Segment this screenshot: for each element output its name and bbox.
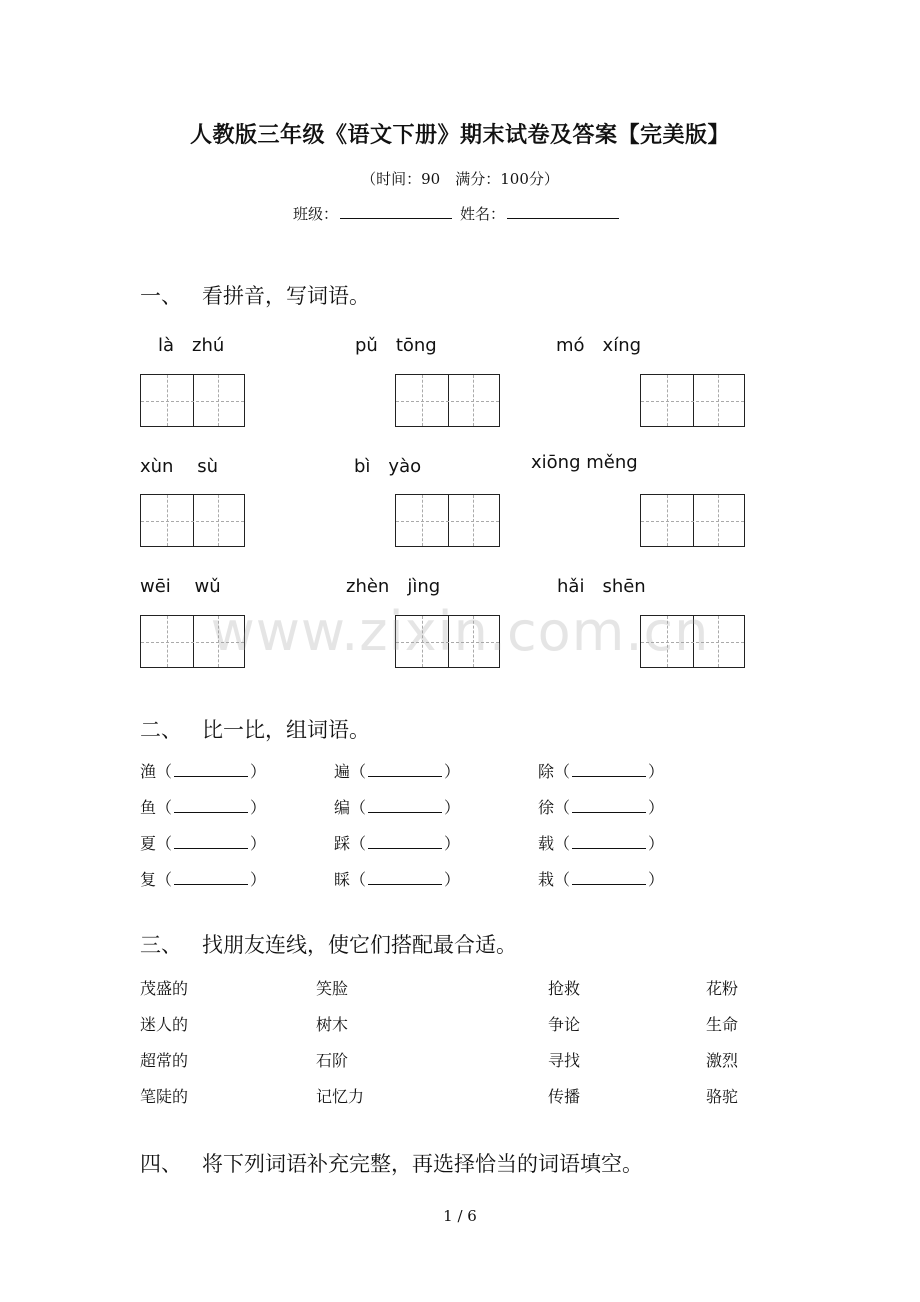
section-4-heading xyxy=(140,1148,643,1178)
match-word[interactable]: 花粉 xyxy=(706,979,739,998)
match-word[interactable]: 迷人的 xyxy=(140,1015,189,1034)
compare-item: 渔（ ） xyxy=(140,762,267,781)
answer-blank[interactable] xyxy=(368,764,442,777)
match-word[interactable]: 骆驼 xyxy=(706,1087,739,1106)
section-2-heading xyxy=(140,714,370,744)
answer-blank[interactable] xyxy=(174,764,248,777)
compare-item: 复（ ） xyxy=(140,870,267,889)
class-label: 班级： xyxy=(292,205,338,223)
answer-blank[interactable] xyxy=(572,836,646,849)
page-number: 1 / 6 xyxy=(443,1207,477,1225)
class-name-line xyxy=(0,203,920,224)
pinyin-label: mó xíng xyxy=(556,335,642,356)
writing-grid[interactable] xyxy=(395,374,500,427)
compare-item: 夏（ ） xyxy=(140,834,267,853)
answer-blank[interactable] xyxy=(174,872,248,885)
writing-grid[interactable] xyxy=(140,494,245,547)
match-word[interactable]: 笔陡的 xyxy=(140,1087,189,1106)
writing-grid[interactable] xyxy=(395,494,500,547)
section-number: 二、 xyxy=(140,718,182,742)
name-blank[interactable] xyxy=(507,204,619,219)
pinyin-label: wēi wǔ xyxy=(140,576,221,597)
section-title: 找朋友连线，使它们搭配最合适。 xyxy=(202,933,517,957)
match-word[interactable]: 争论 xyxy=(548,1015,581,1034)
writing-grid[interactable] xyxy=(640,494,745,547)
section-number: 一、 xyxy=(140,284,182,308)
pinyin-label: pǔ tōng xyxy=(355,335,437,356)
pinyin-label: xiōng měng xyxy=(531,452,638,473)
compare-item: 睬（ ） xyxy=(334,870,461,889)
pinyin-label: zhèn jìng xyxy=(346,576,441,597)
section-1-heading xyxy=(140,280,370,310)
compare-item: 踩（ ） xyxy=(334,834,461,853)
match-word[interactable]: 笑脸 xyxy=(316,979,349,998)
compare-item: 编（ ） xyxy=(334,798,461,817)
writing-grid[interactable] xyxy=(140,374,245,427)
section-number: 四、 xyxy=(140,1152,182,1176)
section-number: 三、 xyxy=(140,933,182,957)
match-word[interactable]: 记忆力 xyxy=(316,1087,365,1106)
match-word[interactable]: 传播 xyxy=(548,1087,581,1106)
section-title: 将下列词语补充完整，再选择恰当的词语填空。 xyxy=(202,1152,643,1176)
name-label: 姓名： xyxy=(460,205,506,223)
match-word[interactable]: 茂盛的 xyxy=(140,979,189,998)
pinyin-label: bì yào xyxy=(354,456,422,477)
compare-item: 栽（ ） xyxy=(538,870,665,889)
section-title: 比一比，组词语。 xyxy=(202,718,370,742)
class-blank[interactable] xyxy=(340,204,452,219)
compare-item: 遍（ ） xyxy=(334,762,461,781)
exam-info: （时间：90 满分：100分） xyxy=(361,170,559,188)
page-title: 人教版三年级《语文下册》期末试卷及答案【完美版】 xyxy=(189,122,730,148)
section-3-heading xyxy=(140,929,517,959)
match-word[interactable]: 寻找 xyxy=(548,1051,581,1070)
compare-item: 除（ ） xyxy=(538,762,665,781)
answer-blank[interactable] xyxy=(174,800,248,813)
pinyin-label: là zhú xyxy=(158,335,225,356)
answer-blank[interactable] xyxy=(174,836,248,849)
pinyin-label: hǎi shēn xyxy=(557,576,646,597)
match-word[interactable]: 抢救 xyxy=(548,979,581,998)
match-word[interactable]: 超常的 xyxy=(140,1051,189,1070)
answer-blank[interactable] xyxy=(368,872,442,885)
watermark: www.zixin.com.cn xyxy=(210,600,710,663)
compare-item: 徐（ ） xyxy=(538,798,665,817)
answer-blank[interactable] xyxy=(368,836,442,849)
match-word[interactable]: 石阶 xyxy=(316,1051,349,1070)
pinyin-label: xùn sù xyxy=(140,456,218,477)
compare-item: 鱼（ ） xyxy=(140,798,267,817)
writing-grid[interactable] xyxy=(640,374,745,427)
match-word[interactable]: 树木 xyxy=(316,1015,349,1034)
answer-blank[interactable] xyxy=(368,800,442,813)
compare-item: 载（ ） xyxy=(538,834,665,853)
answer-blank[interactable] xyxy=(572,872,646,885)
answer-blank[interactable] xyxy=(572,800,646,813)
match-word[interactable]: 生命 xyxy=(706,1015,739,1034)
answer-blank[interactable] xyxy=(572,764,646,777)
section-title: 看拼音，写词语。 xyxy=(202,284,370,308)
match-word[interactable]: 激烈 xyxy=(706,1051,739,1070)
